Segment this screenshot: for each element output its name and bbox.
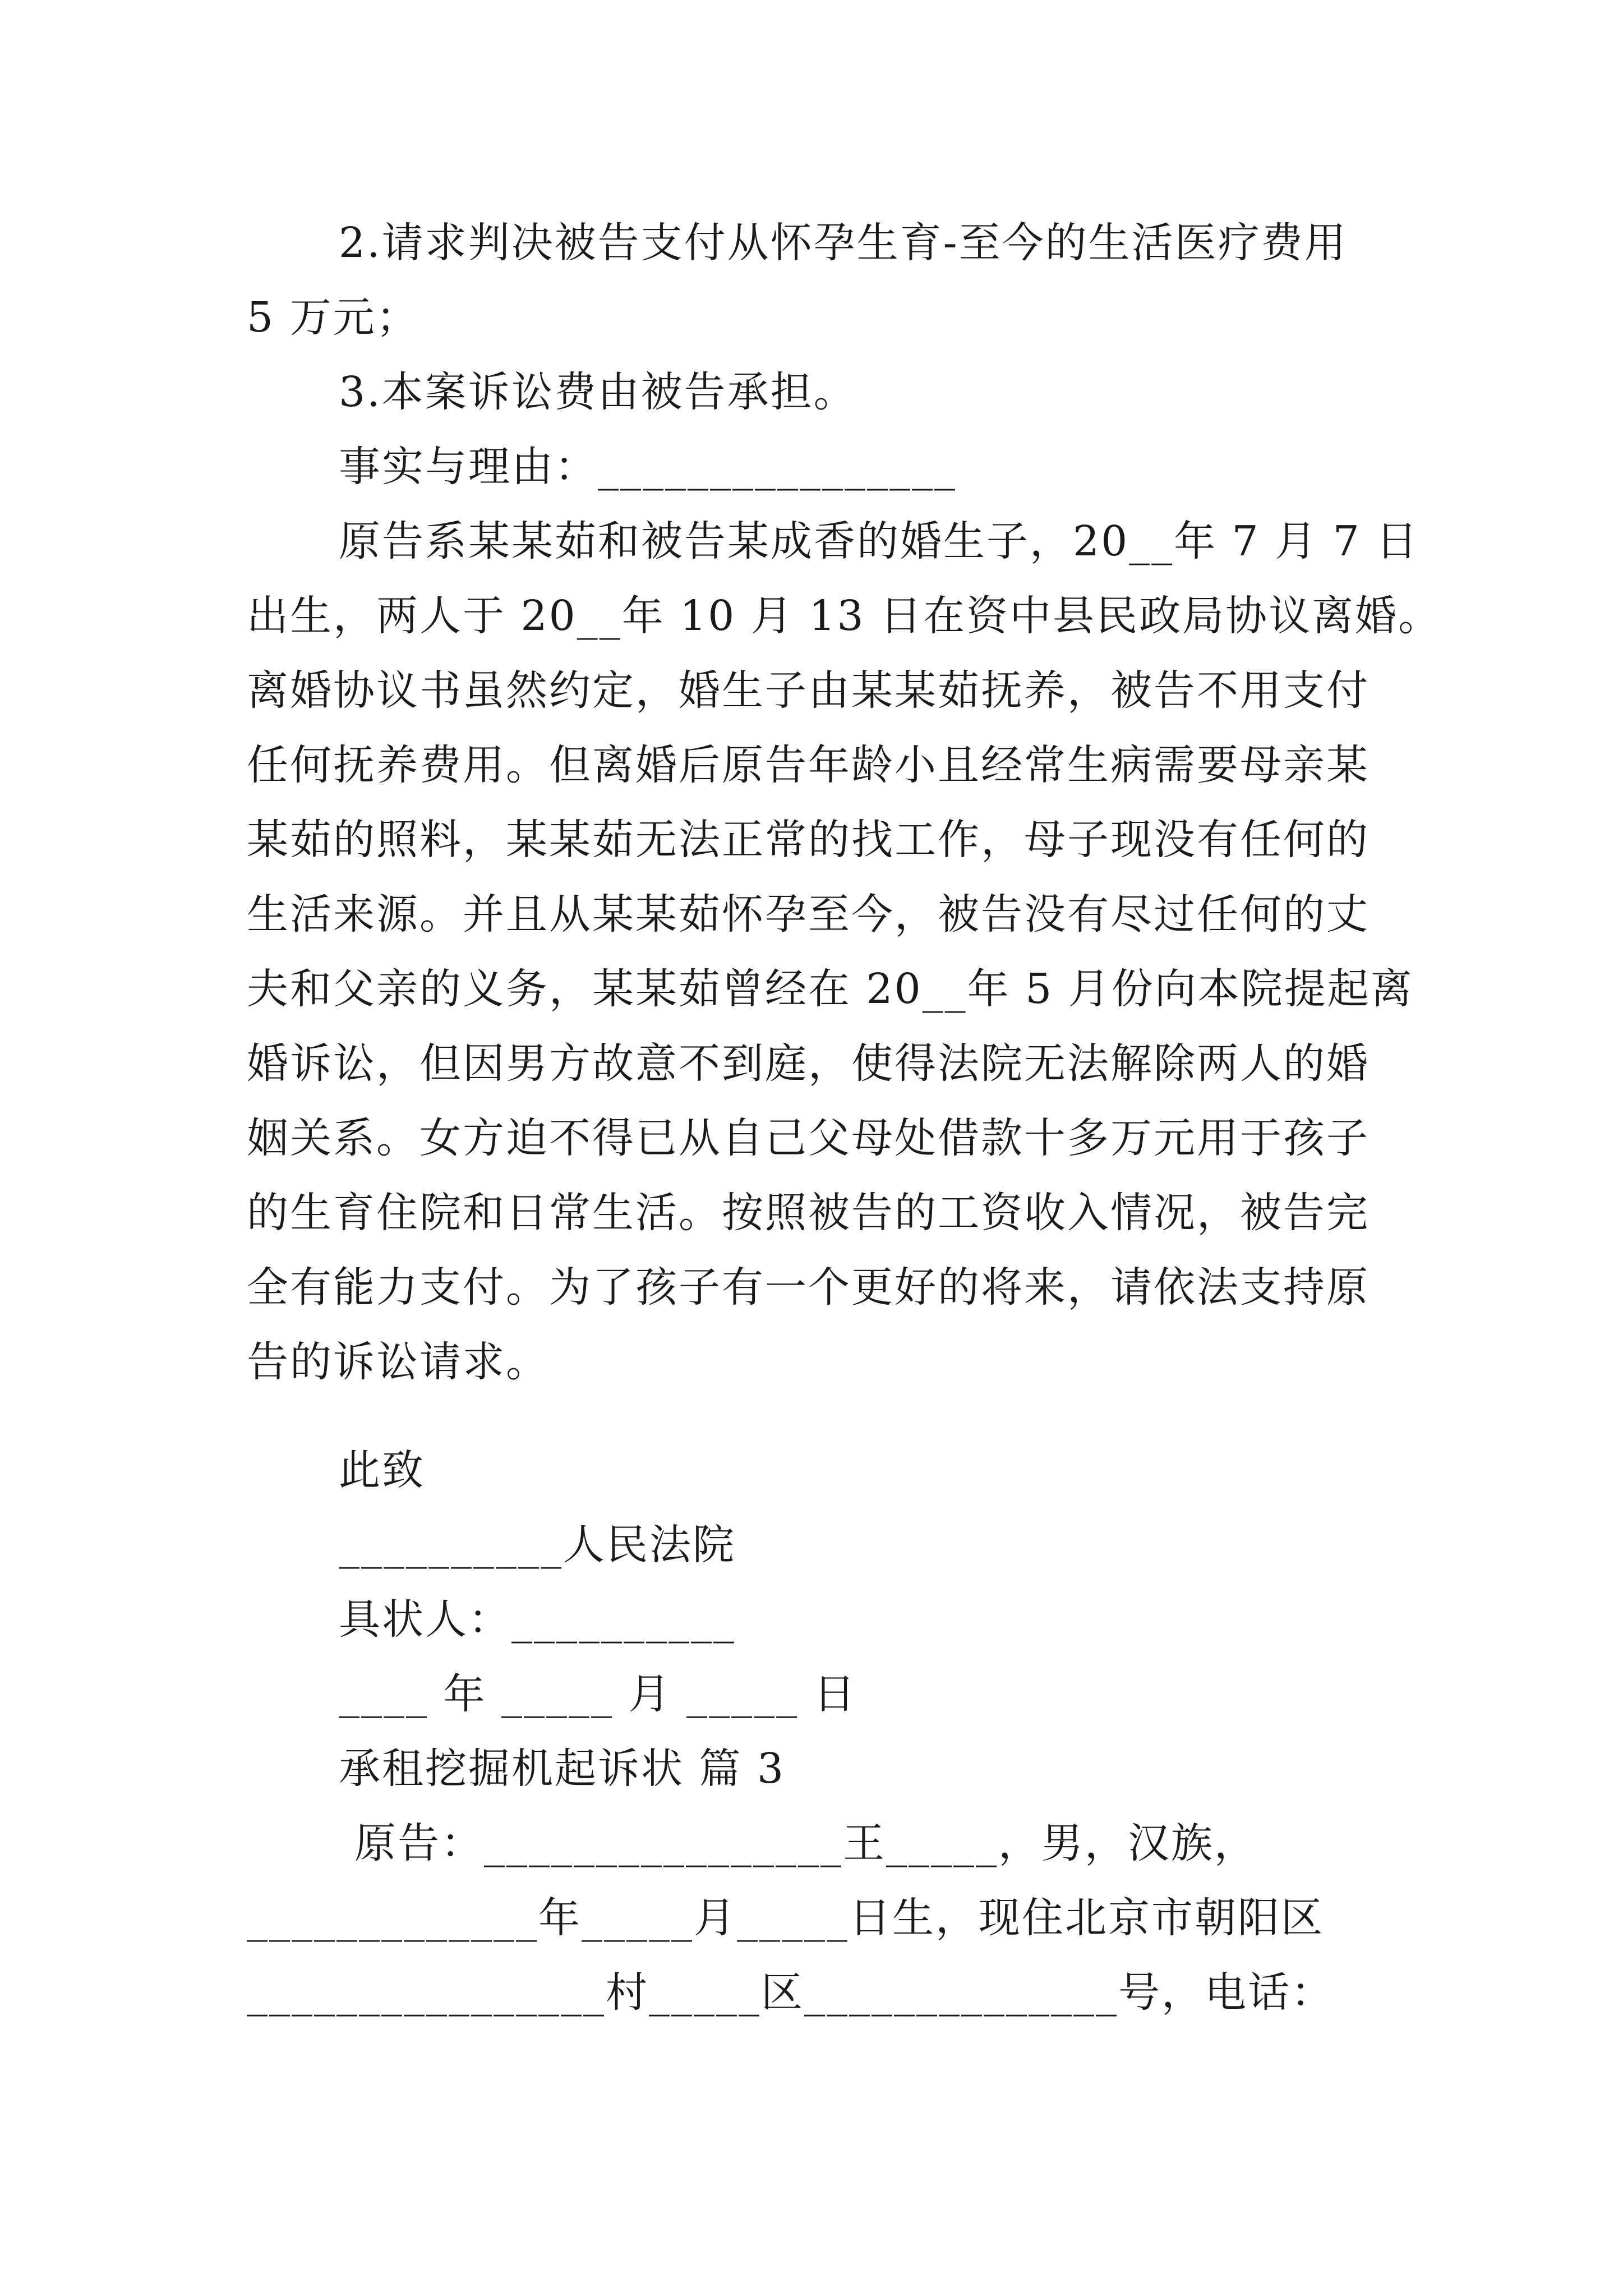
text-line: 某茹的照料，某某茹无法正常的找工作，母子现没有任何的 [247, 816, 1370, 864]
section-heading: 承租挖掘机起诉状 篇 3 [339, 1745, 786, 1793]
text-line: 出生，两人于 20__年 10 月 13 日在资中县民政局协议离婚。 [247, 592, 1442, 640]
salutation: 此致 [339, 1446, 425, 1494]
text-line: ________________村_____区______________号，电话： [247, 1968, 1334, 2017]
text-line: 原告系某某茹和被告某成香的婚生子，20__年 7 月 7 日 [339, 517, 1419, 565]
signer-line: 具状人：__________ [339, 1595, 736, 1644]
text-line: 原告：________________王_____，男，汉族， [354, 1819, 1257, 1867]
text-line: 5 万元； [247, 293, 419, 342]
text-line: 3.本案诉讼费由被告承担。 [339, 368, 857, 416]
text-line: 夫和父亲的义务，某某茹曾经在 20__年 5 月份向本院提起离 [247, 965, 1414, 1013]
text-line: 的生育住院和日常生活。按照被告的工资收入情况，被告完 [247, 1189, 1370, 1237]
text-line: 婚诉讼，但因男方故意不到庭，使得法院无法解除两人的婚 [247, 1039, 1370, 1088]
text-line: 离婚协议书虽然约定，婚生子由某某茹抚养，被告不用支付 [247, 666, 1370, 715]
text-line: _____________年_____月_____日生，现住北京市朝阳区 [247, 1894, 1324, 1942]
court-line: __________人民法院 [339, 1521, 736, 1569]
date-line: ____ 年 _____ 月 _____ 日 [339, 1670, 857, 1718]
text-line: 任何抚养费用。但离婚后原告年龄小且经常生病需要母亲某 [247, 741, 1370, 789]
text-line: 事实与理由：________________ [339, 443, 957, 491]
text-line: 姻关系。女方迫不得已从自己父母处借款十多万元用于孩子 [247, 1114, 1370, 1162]
text-line: 全有能力支付。为了孩子有一个更好的将来，请依法支持原 [247, 1263, 1370, 1312]
text-line: 生活来源。并且从某某茹怀孕至今，被告没有尽过任何的丈 [247, 890, 1370, 938]
text-line: 2.请求判决被告支付从怀孕生育-至今的生活医疗费用 [339, 219, 1348, 267]
text-line: 告的诉讼请求。 [247, 1338, 549, 1386]
